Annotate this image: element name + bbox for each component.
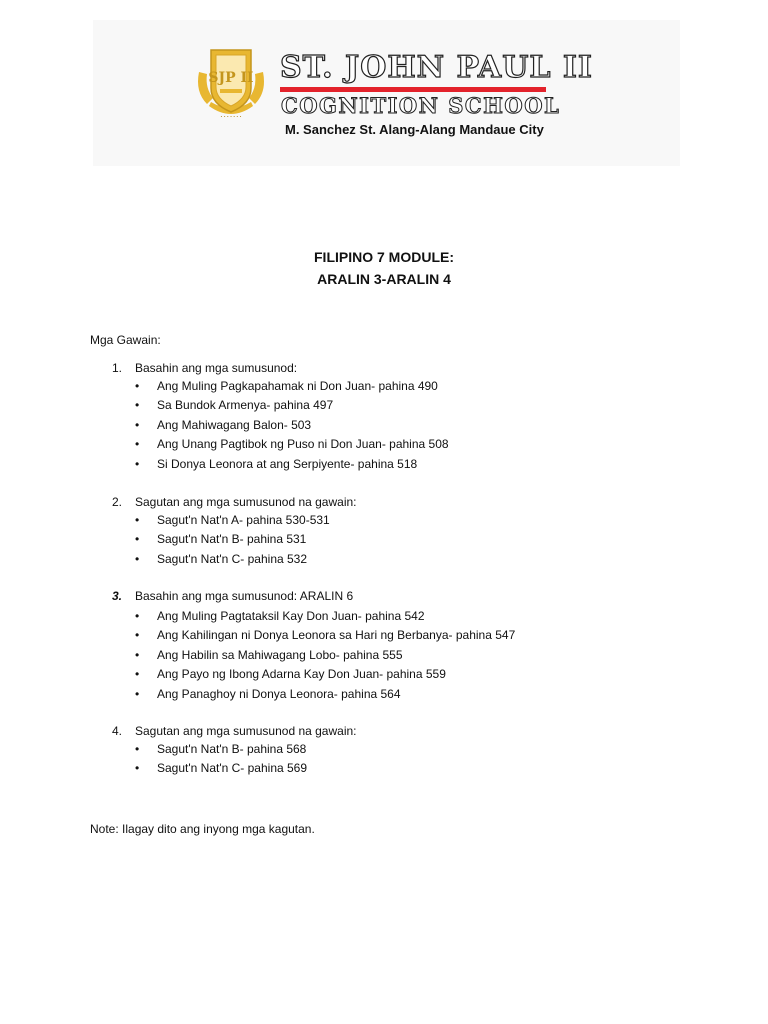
task-4-list	[135, 740, 307, 779]
task-text: Basahin ang mga sumusunod:	[135, 361, 298, 375]
bullet-icon: •	[135, 667, 140, 682]
bullet-icon: •	[135, 761, 140, 776]
bullet-icon: •	[135, 647, 140, 662]
red-divider-bar	[280, 87, 546, 92]
svg-text:SJP II: SJP II	[208, 70, 254, 86]
list-item: • Ang Payo ng Ibong Adarna Kay Don Juan- pahina 559	[135, 665, 515, 684]
list-item: • Sagut'n Nat'n C- pahina 532	[135, 550, 330, 569]
svg-text:• • • • • • •: • • • • • • •	[220, 115, 242, 119]
module-title: FILIPINO 7 MODULE:	[314, 249, 454, 265]
bullet-icon: •	[135, 437, 140, 452]
task-1	[112, 361, 297, 375]
list-item: • Sagut'n Nat'n A- pahina 530-531	[135, 511, 330, 530]
list-item: • Sagut'n Nat'n B- pahina 531	[135, 530, 330, 549]
note-text: Note: Ilagay dito ang inyong mga kagutan.	[90, 822, 315, 836]
task-number: 3.	[112, 589, 123, 603]
list-item: • Ang Panaghoy ni Donya Leonora- pahina 564	[135, 685, 515, 704]
list-item: • Sa Bundok Armenya- pahina 497	[135, 396, 449, 415]
task-number: 1.	[112, 361, 123, 375]
bullet-icon: •	[135, 551, 140, 566]
school-address: M. Sanchez St. Alang-Alang Mandaue City	[285, 122, 544, 137]
bullet-icon: •	[135, 532, 140, 547]
list-item: • Ang Unang Pagtibok ng Puso ni Don Juan- pahina 508	[135, 435, 449, 454]
task-3	[112, 589, 353, 603]
school-subtitle: COGNITION SCHOOL	[281, 93, 561, 118]
task-3-list	[135, 607, 515, 704]
task-4	[112, 724, 357, 738]
bullet-icon: •	[135, 686, 140, 701]
gawain-heading: Mga Gawain:	[90, 333, 161, 347]
bullet-icon: •	[135, 398, 140, 413]
bullet-icon: •	[135, 742, 140, 756]
task-text: Basahin ang mga sumusunod: ARALIN 6	[135, 589, 354, 603]
bullet-icon: •	[135, 456, 140, 471]
task-1-list	[135, 377, 449, 474]
school-name: ST. JOHN PAUL II	[280, 50, 593, 85]
list-item: • Si Donya Leonora at ang Serpiyente- pahina 518	[135, 455, 449, 474]
task-text: Sagutan ang mga sumusunod na gawain:	[135, 724, 357, 738]
task-2-list	[135, 511, 330, 569]
bullet-icon: •	[135, 609, 140, 623]
list-item: • Ang Mahiwagang Balon- 503	[135, 416, 449, 435]
school-crest-logo	[193, 42, 269, 120]
list-item: • Ang Habilin sa Mahiwagang Lobo- pahina 555	[135, 646, 515, 665]
task-number: 4.	[112, 724, 123, 738]
task-text: Sagutan ang mga sumusunod na gawain:	[135, 495, 357, 509]
task-2	[112, 495, 357, 509]
list-item: • Sagut'n Nat'n B- pahina 568	[135, 740, 307, 759]
list-item: • Sagut'n Nat'n C- pahina 569	[135, 759, 307, 778]
list-item: • Ang Kahilingan ni Donya Leonora sa Hari ng Berbanya- pahina 547	[135, 626, 515, 645]
bullet-icon: •	[135, 628, 140, 643]
list-item: • Ang Muling Pagkapahamak ni Don Juan- pahina 490	[135, 377, 449, 396]
module-subtitle: ARALIN 3-ARALIN 4	[317, 271, 451, 287]
bullet-icon: •	[135, 417, 140, 432]
list-item: • Ang Muling Pagtataksil Kay Don Juan- pahina 542	[135, 607, 515, 626]
bullet-icon: •	[135, 513, 140, 527]
bullet-icon: •	[135, 379, 140, 393]
task-number: 2.	[112, 495, 123, 509]
